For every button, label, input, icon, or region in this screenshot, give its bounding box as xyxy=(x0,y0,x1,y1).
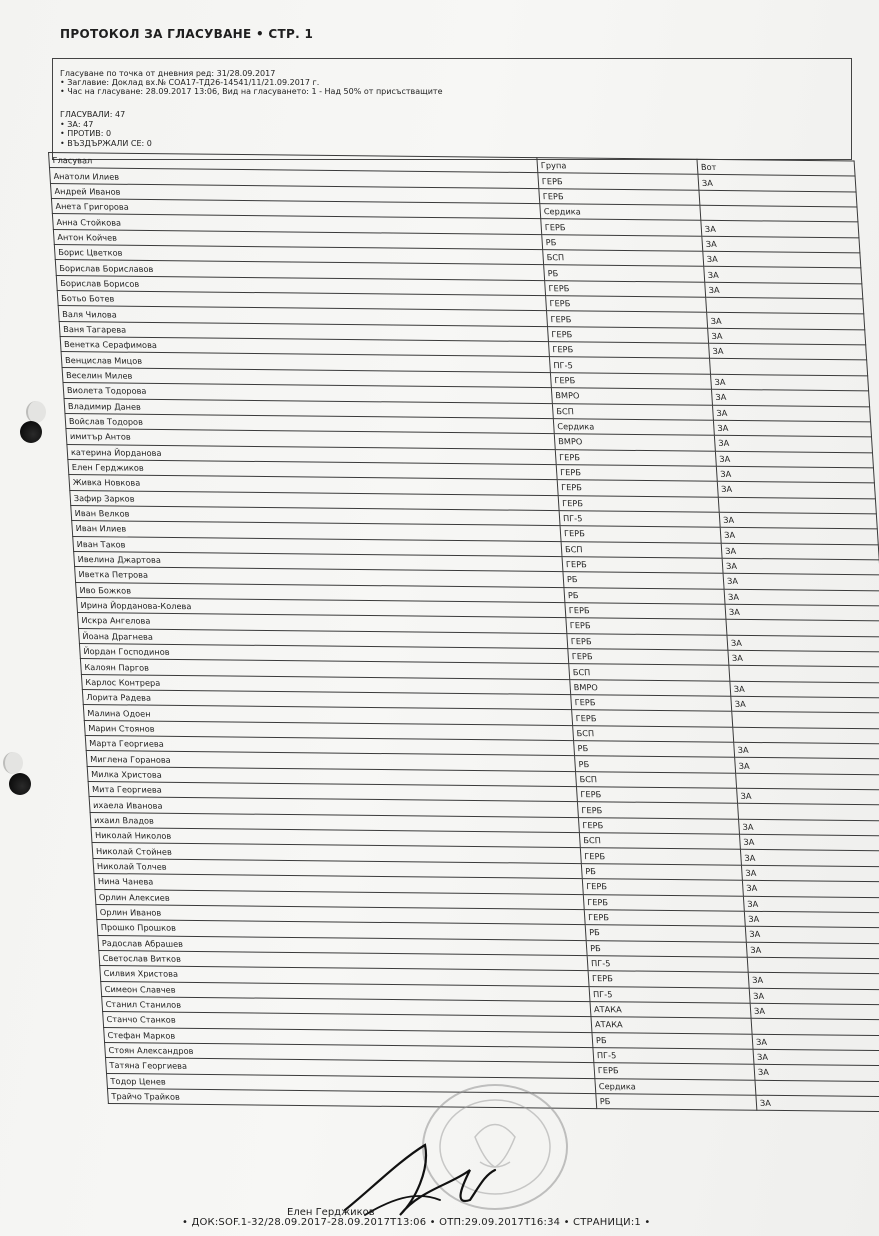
vote-cell: ЗА xyxy=(723,574,879,591)
voter-name-cell: Станчо Станков xyxy=(103,1012,592,1032)
voter-name-cell: Ирина Йорданова-Колева xyxy=(77,597,566,617)
voter-name-cell: Стефан Марков xyxy=(104,1027,593,1047)
header-voter: Гласувал xyxy=(49,153,538,173)
voter-name-cell: Борис Цветков xyxy=(54,245,543,265)
voter-name-cell: Тодор Ценев xyxy=(106,1073,595,1093)
vote-cell xyxy=(706,297,864,314)
group-cell: БСП xyxy=(579,833,740,850)
voter-name-cell: Николай Николов xyxy=(91,828,580,848)
group-cell: ГЕРБ xyxy=(565,603,726,620)
group-cell: Сердика xyxy=(595,1078,756,1095)
vote-cell xyxy=(710,359,868,376)
voter-name-cell: Татяна Георгиева xyxy=(106,1058,595,1078)
vote-cell: ЗА xyxy=(742,880,879,897)
vote-cell: ЗА xyxy=(727,635,879,652)
info-line-time: • Час на гласуване: 28.09.2017 13:06, Вид на гласуването: 1 - Над 50% от присъстващите xyxy=(60,87,443,96)
voter-name-cell: Венетка Серафимова xyxy=(60,337,549,357)
group-cell: ВМРО xyxy=(551,388,712,405)
voter-name-cell: Силвия Христова xyxy=(100,966,589,986)
group-cell: ГЕРБ xyxy=(576,787,737,804)
voter-name-cell: Малина Одоен xyxy=(83,705,572,725)
voter-name-cell: Иво Божков xyxy=(76,582,565,602)
voter-name-cell: Йоана Драгнева xyxy=(78,628,567,648)
voter-name-cell: Николай Толчев xyxy=(93,858,582,878)
voter-name-cell: Иван Илиев xyxy=(72,521,561,541)
vote-cell xyxy=(729,666,879,683)
group-cell: ГЕРБ xyxy=(545,280,706,297)
vote-cell: ЗА xyxy=(713,420,871,437)
voter-name-cell: Ботьо Ботев xyxy=(57,291,546,311)
voter-name-cell: Елен Герджиков xyxy=(68,459,557,479)
vote-cell: ЗА xyxy=(711,374,869,391)
voter-name-cell: Радослав Абрашев xyxy=(98,935,587,955)
count-for: • ЗА: 47 xyxy=(60,119,94,129)
group-cell: ВМРО xyxy=(570,679,731,696)
group-cell: АТАКА xyxy=(591,1017,752,1034)
vote-cell: ЗА xyxy=(702,236,860,253)
group-cell: ГЕРБ xyxy=(580,848,741,865)
vote-summary-box xyxy=(52,58,852,160)
voter-name-cell: Искра Ангелова xyxy=(78,613,567,633)
vote-cell xyxy=(751,1018,879,1035)
vote-cell: ЗА xyxy=(724,589,879,606)
voter-name-cell: Миглена Горанова xyxy=(86,751,575,771)
vote-cell: ЗА xyxy=(707,313,865,330)
page-title: ПРОТОКОЛ ЗА ГЛАСУВАНЕ • СТР. 1 xyxy=(60,27,314,41)
vote-cell xyxy=(747,957,879,974)
group-cell: ГЕРБ xyxy=(594,1063,755,1080)
vote-cell: ЗА xyxy=(714,435,872,452)
group-cell: РБ xyxy=(586,940,747,957)
voter-name-cell: Милка Христова xyxy=(87,766,576,786)
group-cell: ГЕРБ xyxy=(539,188,700,205)
voter-name-cell: ихаил Владов xyxy=(90,812,579,832)
document-footer: • ДОК:SOF.1-32/28.09.2017-28.09.2017T13:06 • ОТП:29.09.2017T16:34 • СТРАНИЦИ:1 • xyxy=(182,1217,651,1228)
voter-name-cell: Антон Койчев xyxy=(53,229,542,249)
group-cell: БСП xyxy=(552,403,713,420)
vote-cell: ЗА xyxy=(748,972,879,989)
group-cell: ГЕРБ xyxy=(555,449,716,466)
group-cell: ГЕРБ xyxy=(571,695,732,712)
group-cell: ГЕРБ xyxy=(548,342,709,359)
voter-name-cell: Мита Георгиева xyxy=(88,782,577,802)
voter-name-cell: Иван Таков xyxy=(73,536,562,556)
voter-name-cell: Иветка Петрова xyxy=(75,567,564,587)
voter-name-cell: Веселин Милев xyxy=(62,367,551,387)
signer-name: Елен Герджиков xyxy=(287,1207,375,1218)
header-vote: Вот xyxy=(697,159,855,176)
voter-name-cell: Андрей Иванов xyxy=(50,183,539,203)
voter-name-cell: Анна Стойкова xyxy=(52,214,541,234)
vote-cell: ЗА xyxy=(754,1065,879,1082)
voter-name-cell: ихаела Иванова xyxy=(89,797,578,817)
voter-name-cell: Живка Новкова xyxy=(69,475,558,495)
vote-cell: ЗА xyxy=(716,466,874,483)
group-cell: РБ xyxy=(581,863,742,880)
group-cell: Сердика xyxy=(540,204,701,221)
group-cell: ПГ-5 xyxy=(593,1048,754,1065)
vote-cell: ЗА xyxy=(730,681,879,698)
votes-table-wrapper xyxy=(48,152,879,1113)
voter-name-cell: Марта Георгиева xyxy=(85,736,574,756)
vote-cell xyxy=(699,190,857,207)
group-cell: ГЕРБ xyxy=(566,618,727,635)
vote-cell xyxy=(736,773,879,790)
count-abstained: • ВЪЗДЪРЖАЛИ СЕ: 0 xyxy=(60,138,152,148)
group-cell: РБ xyxy=(574,741,735,758)
group-cell: ГЕРБ xyxy=(583,894,744,911)
voter-name-cell: Карлос Контрера xyxy=(81,674,570,694)
vote-cell: ЗА xyxy=(719,512,877,529)
group-cell: ГЕРБ xyxy=(557,480,718,497)
vote-cell: ЗА xyxy=(709,343,867,360)
group-cell: РБ xyxy=(564,587,725,604)
voter-name-cell: Анета Григорова xyxy=(51,199,540,219)
vote-cell: ЗА xyxy=(750,1003,879,1020)
punch-hole-shadow xyxy=(3,752,23,774)
group-cell: ГЕРБ xyxy=(562,557,723,574)
vote-cell: ЗА xyxy=(740,850,879,867)
group-cell: РБ xyxy=(563,572,724,589)
vote-cell: ЗА xyxy=(746,942,879,959)
group-cell: ГЕРБ xyxy=(546,296,707,313)
vote-cell: ЗА xyxy=(756,1095,879,1112)
vote-cell xyxy=(733,727,879,744)
group-cell: РБ xyxy=(592,1032,753,1049)
vote-cell: ЗА xyxy=(704,267,862,284)
vote-cell: ЗА xyxy=(752,1034,879,1051)
vote-cell: ЗА xyxy=(737,788,879,805)
group-cell: ПГ-5 xyxy=(589,986,750,1003)
vote-cell: ЗА xyxy=(745,926,879,943)
group-cell: РБ xyxy=(544,265,705,282)
info-line-agenda: Гласуване по точка от дневния ред: 31/28.09.2017 xyxy=(60,69,276,78)
voter-name-cell: имитър Антов xyxy=(66,429,555,449)
vote-cell: ЗА xyxy=(740,834,879,851)
count-against: • ПРОТИВ: 0 xyxy=(60,129,112,138)
group-cell: РБ xyxy=(585,925,746,942)
vote-cell: ЗА xyxy=(728,650,879,667)
voter-name-cell: Орлин Иванов xyxy=(96,904,585,924)
vote-cell: ЗА xyxy=(735,758,879,775)
group-cell: ГЕРБ xyxy=(572,710,733,727)
voter-name-cell: Иван Велков xyxy=(71,505,560,525)
group-cell: БСП xyxy=(576,771,737,788)
voter-name-cell: Марин Стоянов xyxy=(84,720,573,740)
group-cell: ГЕРБ xyxy=(556,464,717,481)
group-cell: ГЕРБ xyxy=(567,633,728,650)
group-cell: ГЕРБ xyxy=(584,909,745,926)
group-cell: ГЕРБ xyxy=(568,649,729,666)
group-cell: РБ xyxy=(542,234,703,251)
voter-name-cell: Владимир Данев xyxy=(64,398,553,418)
voter-name-cell: катерина Йорданова xyxy=(67,444,556,464)
group-cell: ВМРО xyxy=(554,434,715,451)
votes-table xyxy=(48,152,879,1113)
vote-cell: ЗА xyxy=(701,221,859,238)
vote-cell: ЗА xyxy=(711,389,869,406)
group-cell: БСП xyxy=(569,664,730,681)
voter-name-cell: Станил Станилов xyxy=(102,996,591,1016)
vote-cell: ЗА xyxy=(703,251,861,268)
vote-cell: ЗА xyxy=(721,543,879,560)
voter-name-cell: Ваня Тагарева xyxy=(59,321,548,341)
group-cell: ГЕРБ xyxy=(582,879,743,896)
voter-name-cell: Стоян Александров xyxy=(105,1042,594,1062)
vote-cell: ЗА xyxy=(720,528,878,545)
voter-name-cell: Нина Чанева xyxy=(94,874,583,894)
group-cell: ГЕРБ xyxy=(550,372,711,389)
voter-name-cell: Борислав Борисов xyxy=(56,275,545,295)
header-group: Група xyxy=(537,158,698,175)
vote-cell: ЗА xyxy=(739,819,879,836)
vote-cell: ЗА xyxy=(712,405,870,422)
vote-cell: ЗА xyxy=(734,742,879,759)
voter-name-cell: Анатоли Илиев xyxy=(49,168,538,188)
voter-name-cell: Йордан Господинов xyxy=(79,643,568,663)
table-body xyxy=(49,168,879,1112)
vote-counts xyxy=(60,110,152,148)
punch-hole-shadow xyxy=(26,401,46,423)
voter-name-cell: Ивелина Джартова xyxy=(74,551,563,571)
vote-cell xyxy=(700,205,858,222)
voter-name-cell: Калоян Паргов xyxy=(80,659,569,679)
group-cell: БСП xyxy=(543,250,704,267)
info-line-title: • Заглавие: Доклад вх.№ СОА17-ТД26-14541/11/21.09.2017 г. xyxy=(60,78,320,87)
voter-name-cell: Светослав Витков xyxy=(99,950,588,970)
group-cell: ГЕРБ xyxy=(578,817,739,834)
vote-cell: ЗА xyxy=(753,1049,879,1066)
vote-cell xyxy=(732,712,879,729)
vote-cell: ЗА xyxy=(725,604,879,621)
vote-cell: ЗА xyxy=(705,282,863,299)
voter-name-cell: Венцислав Мицов xyxy=(61,352,550,372)
vote-cell: ЗА xyxy=(715,451,873,468)
vote-cell: ЗА xyxy=(708,328,866,345)
vote-cell xyxy=(755,1080,879,1097)
vote-cell: ЗА xyxy=(743,896,879,913)
voter-name-cell: Валя Чилова xyxy=(58,306,547,326)
vote-cell: ЗА xyxy=(722,558,879,575)
punch-hole xyxy=(9,773,31,795)
voter-name-cell: Борислав Бориславов xyxy=(55,260,544,280)
group-cell: ПГ-5 xyxy=(587,955,748,972)
group-cell: ГЕРБ xyxy=(577,802,738,819)
group-cell: ПГ-5 xyxy=(549,357,710,374)
voter-name-cell: Виолета Тодорова xyxy=(63,383,552,403)
vote-cell: ЗА xyxy=(731,696,879,713)
punch-hole xyxy=(20,421,42,443)
group-cell: БСП xyxy=(573,725,734,742)
group-cell: ГЕРБ xyxy=(541,219,702,236)
count-total: ГЛАСУВАЛИ: 47 xyxy=(60,110,126,119)
voter-name-cell: Лорита Радева xyxy=(82,690,571,710)
vote-cell xyxy=(738,804,879,821)
group-cell: Сердика xyxy=(553,418,714,435)
voter-name-cell: Орлин Алексиев xyxy=(95,889,584,909)
voter-name-cell: Николай Стойнев xyxy=(92,843,581,863)
voter-name-cell: Симеон Славчев xyxy=(101,981,590,1001)
group-cell: ПГ-5 xyxy=(559,511,720,528)
group-cell: ГЕРБ xyxy=(548,326,709,343)
voter-name-cell: Войслав Тодоров xyxy=(65,413,554,433)
vote-cell: ЗА xyxy=(698,175,856,192)
group-cell: ГЕРБ xyxy=(560,526,721,543)
group-cell: РБ xyxy=(575,756,736,773)
group-cell: РБ xyxy=(596,1094,757,1111)
group-cell: ГЕРБ xyxy=(547,311,708,328)
voter-name-cell: Прошко Прошков xyxy=(97,920,586,940)
vote-cell: ЗА xyxy=(744,911,879,928)
voter-name-cell: Зафир Зарков xyxy=(70,490,559,510)
group-cell: ГЕРБ xyxy=(558,495,719,512)
vote-cell xyxy=(726,620,879,637)
group-cell: ГЕРБ xyxy=(538,173,699,190)
vote-cell: ЗА xyxy=(717,481,875,498)
vote-cell: ЗА xyxy=(749,988,879,1005)
group-cell: ГЕРБ xyxy=(588,971,749,988)
voter-name-cell: Трайчо Трайков xyxy=(107,1088,596,1108)
group-cell: АТАКА xyxy=(590,1001,751,1018)
vote-info xyxy=(60,69,443,96)
vote-cell xyxy=(718,497,876,514)
vote-cell: ЗА xyxy=(741,865,879,882)
group-cell: БСП xyxy=(561,541,722,558)
